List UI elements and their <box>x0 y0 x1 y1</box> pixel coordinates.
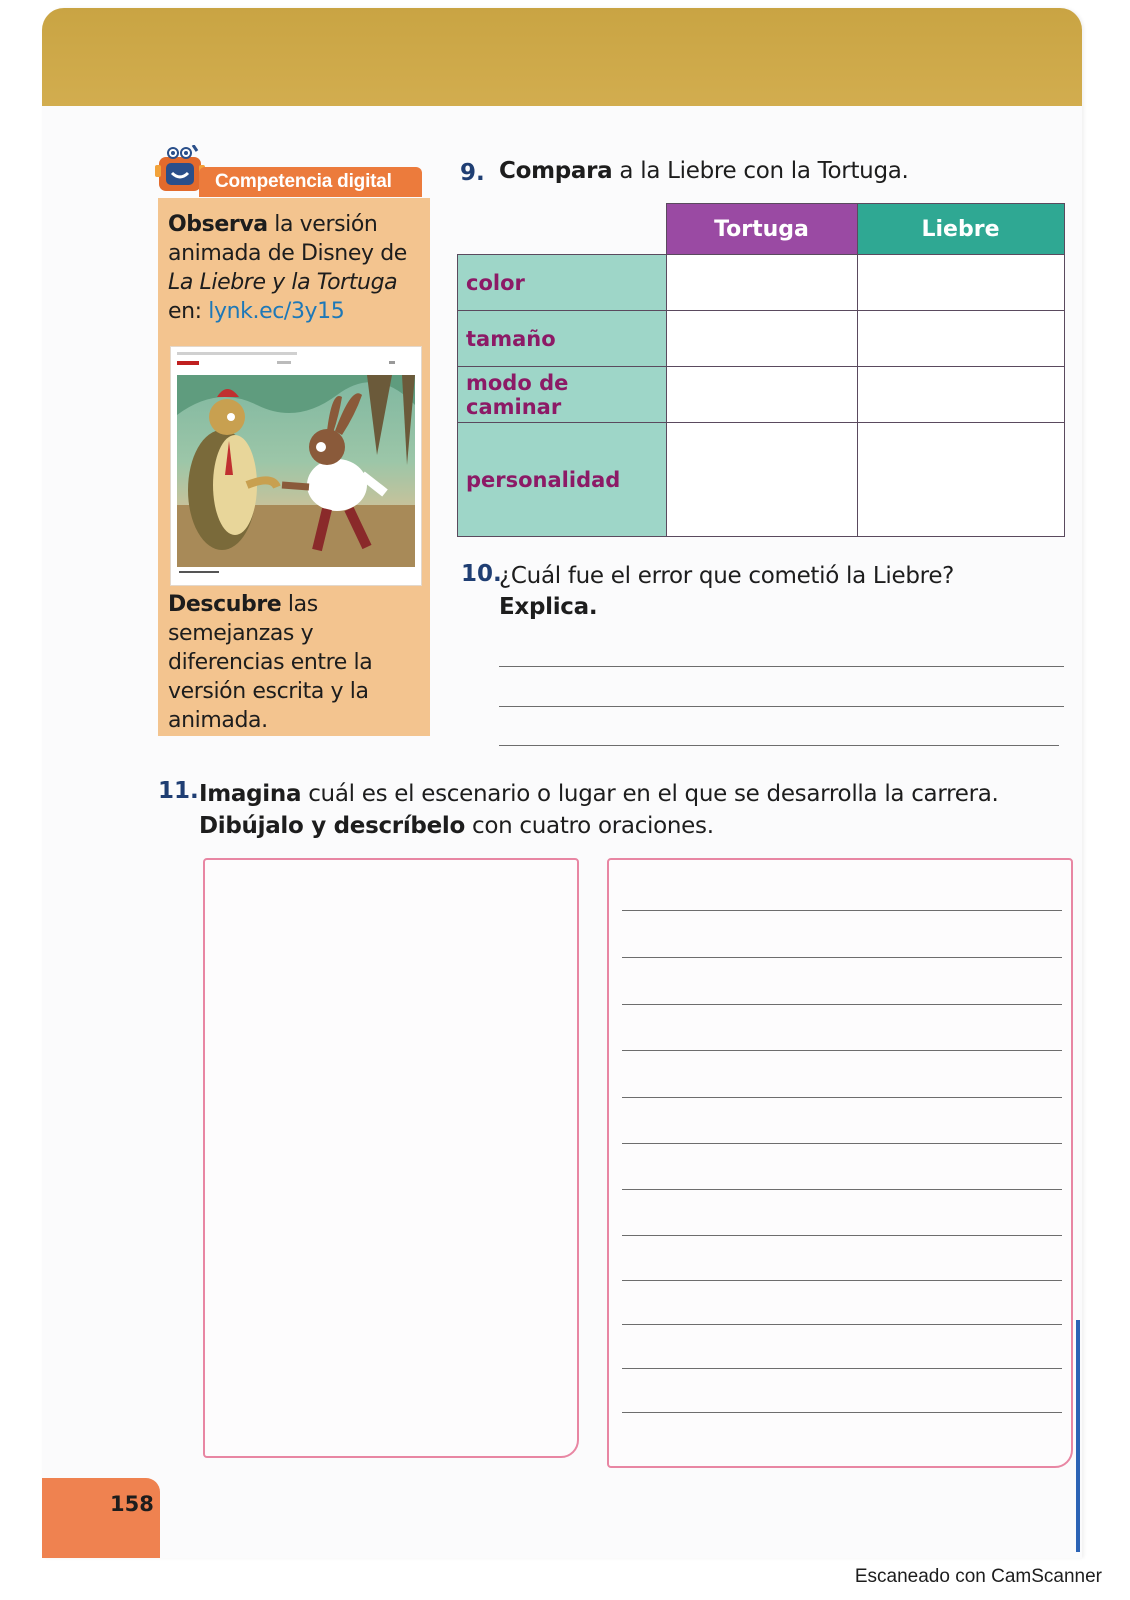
cell-liebre-modo[interactable] <box>857 367 1064 423</box>
digital-competence-badge <box>155 145 430 199</box>
q9-number: 9. <box>460 160 485 186</box>
row-label-modo-de-caminar: modo de caminar <box>458 367 667 423</box>
comparison-table <box>457 203 1065 537</box>
row-label-tamano: tamaño <box>458 311 667 367</box>
q11-instruction <box>199 778 1069 842</box>
writing-line[interactable] <box>622 1368 1062 1369</box>
sidebar-intro-text: la versión animada de Disney de <box>168 212 407 266</box>
sidebar-outro-bold: Descubre <box>168 592 282 617</box>
sidebar-outro <box>168 590 428 735</box>
q11-number: 11. <box>158 778 199 804</box>
writing-line[interactable] <box>622 1324 1062 1325</box>
cell-tortuga-modo[interactable] <box>666 367 857 423</box>
q10-bold: Explica. <box>499 594 598 620</box>
page-top-band <box>42 8 1082 106</box>
row-label-personalidad: personalidad <box>458 423 667 537</box>
q9-instruction <box>499 158 909 184</box>
video-thumbnail[interactable] <box>170 346 422 586</box>
q9-text: a la Liebre con la Tortuga. <box>612 158 909 184</box>
table-row <box>458 255 1065 311</box>
q10-question <box>499 561 1059 623</box>
q9-bold: Compara <box>499 158 613 184</box>
writing-line[interactable] <box>622 1050 1062 1051</box>
video-link[interactable]: lynk.ec/3y15 <box>208 299 345 324</box>
sidebar-intro-en: en: <box>168 299 209 324</box>
row-label-color: color <box>458 255 667 311</box>
q11-text1: cuál es el escenario o lugar en el que se desarrolla la carrera. <box>301 781 999 807</box>
writing-line[interactable] <box>622 957 1062 958</box>
cell-liebre-personalidad[interactable] <box>857 423 1064 537</box>
sidebar-story-title: La Liebre y la Tortuga <box>168 270 398 295</box>
writing-line[interactable] <box>622 1412 1062 1413</box>
writing-line[interactable] <box>622 910 1062 911</box>
scanner-watermark: Escaneado con CamScanner <box>854 1566 1102 1587</box>
page-number-tab <box>42 1478 160 1558</box>
sidebar-intro <box>168 210 428 326</box>
cartoon-frame-image <box>177 375 415 567</box>
cell-tortuga-color[interactable] <box>666 255 857 311</box>
writing-box[interactable] <box>607 858 1073 1468</box>
q11-text2: con cuatro oraciones. <box>464 813 714 839</box>
badge-label: Competencia digital <box>199 167 422 197</box>
writing-line[interactable] <box>622 1189 1062 1190</box>
answer-line[interactable] <box>499 706 1064 707</box>
table-corner <box>458 204 667 255</box>
answer-line[interactable] <box>499 666 1064 667</box>
video-browser-bar <box>171 347 421 373</box>
q11-bold-imagina: Imagina <box>199 781 302 807</box>
page-edge-stripe <box>1076 1320 1080 1552</box>
column-header-tortuga: Tortuga <box>666 204 857 255</box>
cell-liebre-tamano[interactable] <box>857 311 1064 367</box>
page-number: 158 <box>110 1492 154 1516</box>
answer-line[interactable] <box>499 745 1059 746</box>
drawing-box[interactable] <box>203 858 579 1458</box>
cell-tortuga-tamano[interactable] <box>666 311 857 367</box>
writing-line[interactable] <box>622 1235 1062 1236</box>
cell-liebre-color[interactable] <box>857 255 1064 311</box>
sidebar-intro-bold: Observa <box>168 212 268 237</box>
q10-number: 10. <box>461 561 502 587</box>
column-header-liebre: Liebre <box>857 204 1064 255</box>
writing-line[interactable] <box>622 1280 1062 1281</box>
q10-text: ¿Cuál fue el error que cometió la Liebre? <box>499 563 955 589</box>
cell-tortuga-personalidad[interactable] <box>666 423 857 537</box>
video-caption-mark <box>179 571 219 576</box>
table-row <box>458 367 1065 423</box>
q11-bold-dibujalo: Dibújalo y descríbelo <box>199 813 465 839</box>
table-header-row <box>458 204 1065 255</box>
writing-line[interactable] <box>622 1143 1062 1144</box>
writing-line[interactable] <box>622 1004 1062 1005</box>
sidebar-outro-text: las semejanzas y diferencias entre la versión escrita y la animada. <box>168 592 373 733</box>
table-row <box>458 423 1065 537</box>
table-row <box>458 311 1065 367</box>
writing-line[interactable] <box>622 1097 1062 1098</box>
